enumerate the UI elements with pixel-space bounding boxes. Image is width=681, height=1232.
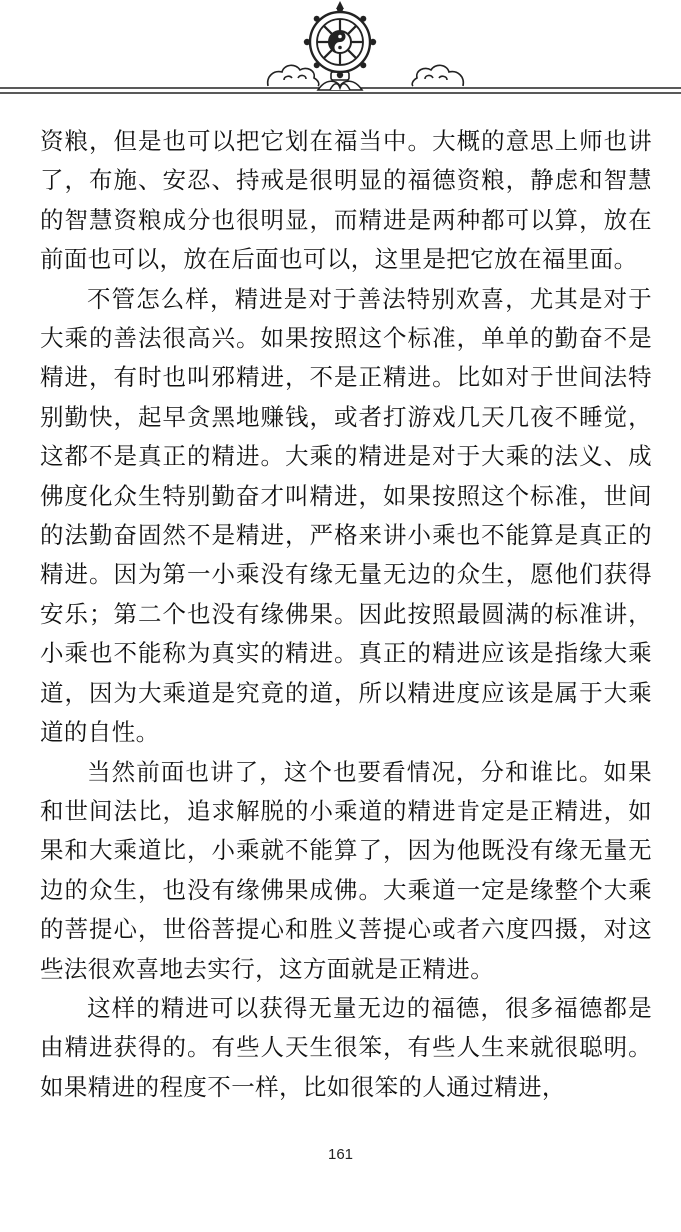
paragraph-continuation: 资粮，但是也可以把它划在福当中。大概的意思上师也讲了，布施、安忍、持戒是很明显的福德资粮，静虑和智慧的智慧资粮成分也很明显，而精进是两种都可以算，放在前面也可以，放在后面也可以，这里是把它放在福里面。 bbox=[40, 127, 652, 274]
cloud-scroll-icon bbox=[268, 65, 319, 86]
dharma-wheel-icon bbox=[304, 1, 376, 78]
paragraph: 不管怎么样，精进是对于善法特别欢喜，尤其是对于大乘的善法很高兴。如果按照这个标准，单单的勤奋不是精进，有时也叫邪精进，不是正精进。比如对于世间法特别勤快，起早贪黑地赚钱，或者打游戏几天几夜不睡觉，这都不是真正的精进。大乘的精进是对于大乘的法义、成佛度化众生特别勤奋才叫精进，如果按照这个标准，世间的法勤奋固然不是精进，严格来讲小乘也不能算是真正的精进。因为第一小乘没有缘无量无边的众生，愿他们获得安乐；第二个也没有缘佛果。因此按照最圆满的标准讲，小乘也不能称为真实的精进。真正的精进应该是指缘大乘道，因为大乘道是究竟的道，所以精进度应该是属于大乘道的自性。 bbox=[40, 284, 652, 747]
header-ornament bbox=[0, 0, 681, 115]
cloud-scroll-icon bbox=[412, 65, 463, 86]
page-body-text bbox=[40, 122, 652, 1107]
paragraph: 当然前面也讲了，这个也要看情况，分和谁比。如果和世间法比，追求解脱的小乘道的精进肯定是正精进，如果和大乘道比，小乘就不能算了，因为他既没有缘无量无边的众生，也没有缘佛果成佛。大乘道一定是缘整个大乘的菩提心，世俗菩提心和胜义菩提心或者六度四摄，对这些法很欢喜地去实行，这方面就是正精进。 bbox=[40, 757, 652, 983]
page-header bbox=[0, 0, 681, 115]
paragraph: 这样的精进可以获得无量无边的福德，很多福德都是由精进获得的。有些人天生很笨，有些人生来就很聪明。如果精进的程度不一样，比如很笨的人通过精进， bbox=[40, 993, 652, 1101]
page-number: 161 bbox=[327, 1146, 354, 1163]
